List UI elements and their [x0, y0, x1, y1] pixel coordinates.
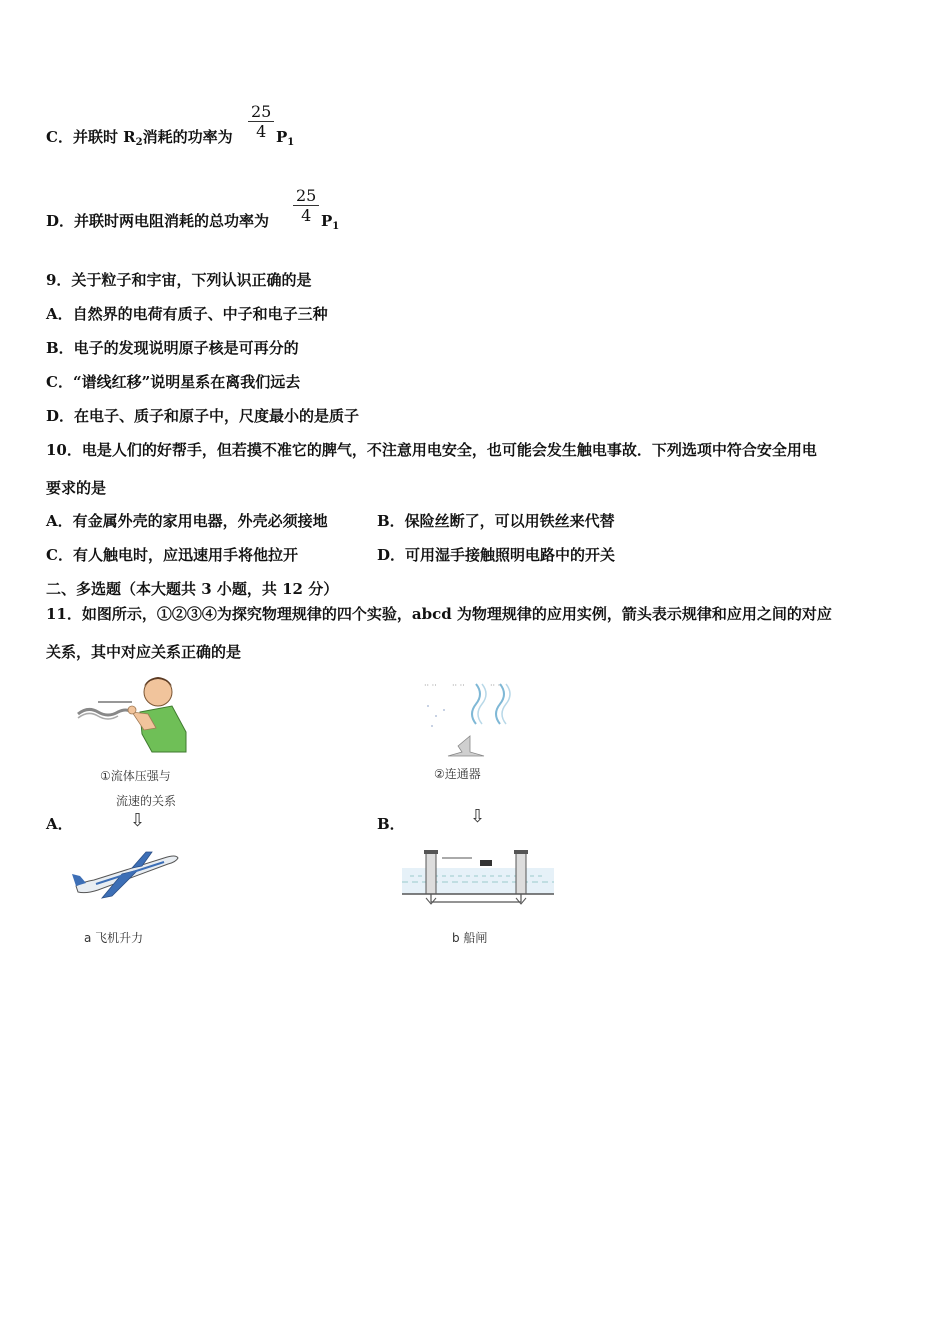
q10-stem-line2: 要求的是	[46, 479, 107, 497]
down-arrow-icon: ⇩	[470, 806, 486, 827]
blowing-experiment-illustration	[72, 672, 192, 764]
svg-text:·· ··: ·· ··	[490, 681, 503, 690]
caption-fluid-pressure-line1: ①流体压强与	[100, 769, 171, 783]
q11-stem-line1: 11．如图所示，①②③④为探究物理规律的四个实验，abcd 为物理规律的应用实例，箭头表示规律和应用之间的对应	[46, 605, 832, 623]
section-heading: 二、多选题（本大题共 3 小题，共 12 分）	[46, 580, 339, 598]
q10-option-d: D．可用湿手接触照明电路中的开关	[377, 546, 616, 564]
down-arrow-icon: ⇩	[130, 810, 146, 831]
caption-airplane-lift: a 飞机升力	[84, 931, 144, 945]
q9-option-a: A．自然界的电荷有质子、中子和电子三种	[46, 305, 328, 323]
q8-d-power	[321, 212, 339, 236]
q11-stem-line2: 关系，其中对应关系正确的是	[46, 643, 242, 661]
q10-option-a: A．有金属外壳的家用电器，外壳必须接地	[46, 512, 328, 530]
caption-ship-lock: b 船闸	[452, 931, 488, 945]
q11-option-a-label: A．	[46, 815, 73, 833]
q8-c-text: C．并联时 R	[46, 128, 136, 146]
svg-text:·· ··: ·· ··	[452, 681, 465, 690]
q8-c-sub: 2	[135, 137, 143, 148]
caption-fluid-pressure-line2: 流速的关系	[116, 794, 177, 808]
q8-c-fraction	[248, 102, 274, 141]
caption-communicating-vessels: ②连通器	[434, 767, 481, 781]
power-sub: 1	[332, 221, 340, 232]
q8-c-power	[276, 128, 294, 152]
q9-option-d: D．在电子、质子和原子中，尺度最小的是质子	[46, 407, 360, 425]
power-sub: 1	[287, 137, 295, 148]
fraction-numerator: 25	[293, 186, 319, 206]
q9-option-c: C．“谱线红移”说明星系在离我们远去	[46, 373, 301, 391]
q9-option-b: B．电子的发现说明原子核是可再分的	[46, 339, 299, 357]
fraction-denominator: 4	[256, 122, 267, 141]
power-symbol: P	[321, 212, 333, 230]
q10-option-b: B．保险丝断了，可以用铁丝来代替	[377, 512, 615, 530]
communicating-vessels-illustration	[418, 676, 518, 764]
fraction-numerator: 25	[248, 102, 274, 122]
q8-c-text2: 消耗的功率为	[142, 128, 233, 146]
q8-d-fraction	[293, 186, 319, 225]
q10-stem-line1: 10．电是人们的好帮手，但若摸不准它的脾气，不注意用电安全，也可能会发生触电事故．下列选项中符合安全用电	[46, 441, 817, 459]
power-symbol: P	[276, 128, 288, 146]
q8-option-d	[46, 212, 269, 230]
q11-option-b-label: B．	[377, 815, 405, 833]
q9-stem: 9．关于粒子和宇宙，下列认识正确的是	[46, 271, 312, 289]
q10-option-c: C．有人触电时，应迅速用手将他拉开	[46, 546, 298, 564]
airplane-illustration	[72, 848, 182, 903]
fraction-denominator: 4	[301, 206, 312, 225]
svg-text:·· ··: ·· ··	[424, 681, 437, 690]
q8-d-text: D．并联时两电阻消耗的总功率为	[46, 212, 270, 230]
ship-lock-illustration	[402, 848, 554, 908]
q8-option-c	[46, 128, 233, 152]
